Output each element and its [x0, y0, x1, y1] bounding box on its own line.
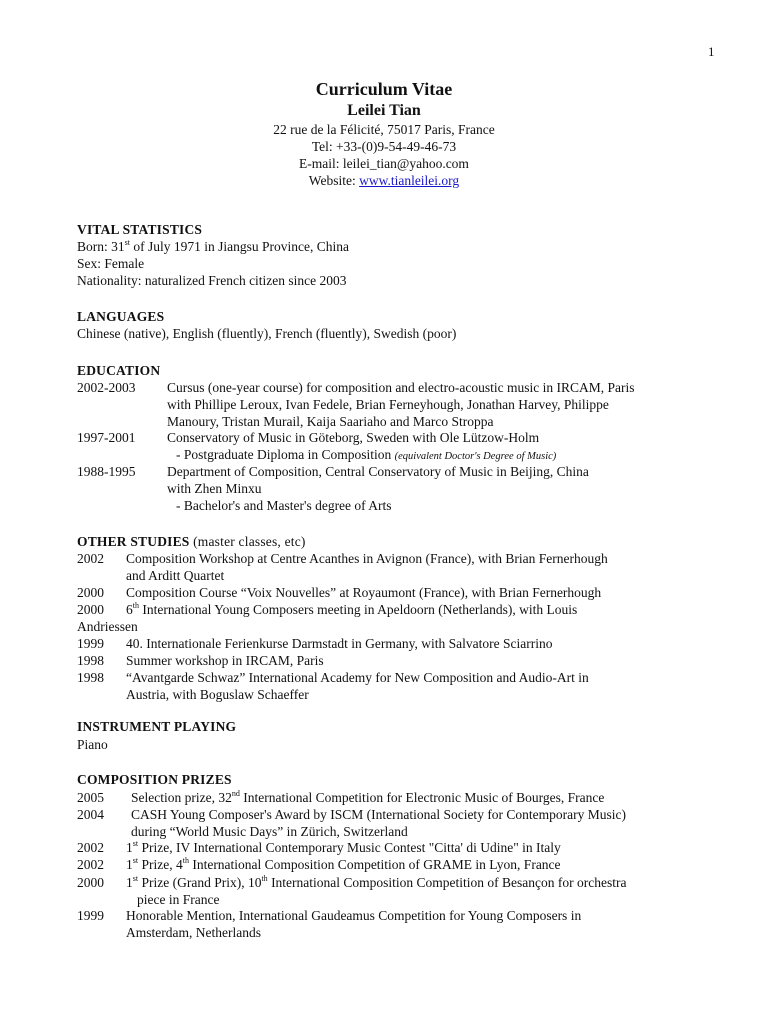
- study-entry: 40. Internationale Ferienkurse Darmstadt in Germany, with Salvatore Sciarrino: [126, 636, 553, 651]
- page-number: 1: [708, 44, 715, 59]
- nationality-line: Nationality: naturalized French citizen since 2003: [77, 273, 347, 288]
- study-year: 1999: [77, 636, 104, 651]
- languages-heading: LANGUAGES: [77, 309, 165, 324]
- study-entry: Austria, with Boguslaw Schaeffer: [126, 687, 309, 702]
- study-year: 1998: [77, 653, 104, 668]
- email: E-mail: leilei_tian@yahoo.com: [299, 156, 469, 171]
- prize-entry: Amsterdam, Netherlands: [126, 925, 261, 940]
- website-link[interactable]: www.tianleilei.org: [359, 173, 460, 188]
- languages-text: Chinese (native), English (fluently), French (fluently), Swedish (poor): [77, 326, 457, 341]
- education-heading: EDUCATION: [77, 363, 161, 378]
- address: 22 rue de la Félicité, 75017 Paris, France: [273, 122, 495, 137]
- prizes-heading: COMPOSITION PRIZES: [77, 772, 232, 787]
- prize-entry: 1st Prize (Grand Prix), 10th International Composition Competition of Besançon for orchestra: [126, 874, 627, 890]
- instrument-text: Piano: [77, 737, 108, 752]
- prize-entry: during “World Music Days” in Zürich, Switzerland: [131, 824, 408, 839]
- study-year: 2000: [77, 585, 104, 600]
- prize-year: 2002: [77, 857, 104, 872]
- education-entry: - Postgraduate Diploma in Composition (equivalent Doctor's Degree of Music): [176, 447, 557, 462]
- study-entry: Summer workshop in IRCAM, Paris: [126, 653, 324, 668]
- prize-year: 1999: [77, 908, 104, 923]
- website-label: Website:: [308, 173, 360, 188]
- telephone: Tel: +33-(0)9-54-49-46-73: [311, 139, 457, 154]
- study-entry: 6th International Young Composers meeting in Apeldoorn (Netherlands), with Louis: [126, 601, 578, 617]
- prize-entry: 1st Prize, 4th International Composition Competition of GRAME in Lyon, France: [126, 856, 561, 872]
- study-entry: Composition Course “Voix Nouvelles” at Royaumont (France), with Brian Fernerhough: [126, 585, 602, 600]
- prize-entry: piece in France: [137, 892, 220, 907]
- study-year: 2002: [77, 551, 104, 566]
- study-entry: “Avantgarde Schwaz” International Academy for New Composition and Audio-Art in: [126, 670, 589, 685]
- education-entry: Department of Composition, Central Conservatory of Music in Beijing, China: [167, 464, 589, 479]
- education-entry: with Zhen Minxu: [167, 481, 262, 496]
- person-name: Leilei Tian: [347, 102, 421, 119]
- website-line: [0, 173, 768, 189]
- education-entry: Manoury, Tristan Murail, Kaija Saariaho and Marco Stroppa: [167, 414, 494, 429]
- education-year: 2002-2003: [77, 380, 136, 395]
- education-year: 1997-2001: [77, 430, 136, 445]
- other-studies-heading: OTHER STUDIES (master classes, etc): [77, 534, 306, 549]
- study-entry: and Arditt Quartet: [126, 568, 225, 583]
- prize-entry: Honorable Mention, International Gaudeamus Competition for Young Composers in: [126, 908, 582, 923]
- education-entry: Cursus (one-year course) for composition and electro-acoustic music in IRCAM, Paris: [167, 380, 635, 395]
- study-entry: Andriessen: [77, 619, 138, 634]
- prize-entry: CASH Young Composer's Award by ISCM (International Society for Contemporary Music): [131, 807, 627, 822]
- born-line: Born: 31st of July 1971 in Jiangsu Province, China: [77, 238, 349, 254]
- prize-year: 2004: [77, 807, 104, 822]
- vital-statistics-heading: VITAL STATISTICS: [77, 222, 203, 237]
- document-title: Curriculum Vitae: [315, 79, 453, 99]
- prize-year: 2000: [77, 875, 104, 890]
- prize-year: 2002: [77, 840, 104, 855]
- education-entry: - Bachelor's and Master's degree of Arts: [176, 498, 392, 513]
- instrument-heading: INSTRUMENT PLAYING: [77, 719, 237, 734]
- prize-entry: Selection prize, 32nd International Competition for Electronic Music of Bourges, France: [131, 789, 605, 805]
- prize-year: 2005: [77, 790, 104, 805]
- study-year: 1998: [77, 670, 104, 685]
- education-year: 1988-1995: [77, 464, 136, 479]
- study-year: 2000: [77, 602, 104, 617]
- education-entry: Conservatory of Music in Göteborg, Sweden with Ole Lützow-Holm: [167, 430, 540, 445]
- sex-line: Sex: Female: [77, 256, 145, 271]
- education-entry: with Phillipe Leroux, Ivan Fedele, Brian Ferneyhough, Jonathan Harvey, Philippe: [167, 397, 609, 412]
- study-entry: Composition Workshop at Centre Acanthes in Avignon (France), with Brian Fernerhough: [126, 551, 608, 566]
- prize-entry: 1st Prize, IV International Contemporary Music Contest "Citta' di Udine" in Italy: [126, 839, 561, 855]
